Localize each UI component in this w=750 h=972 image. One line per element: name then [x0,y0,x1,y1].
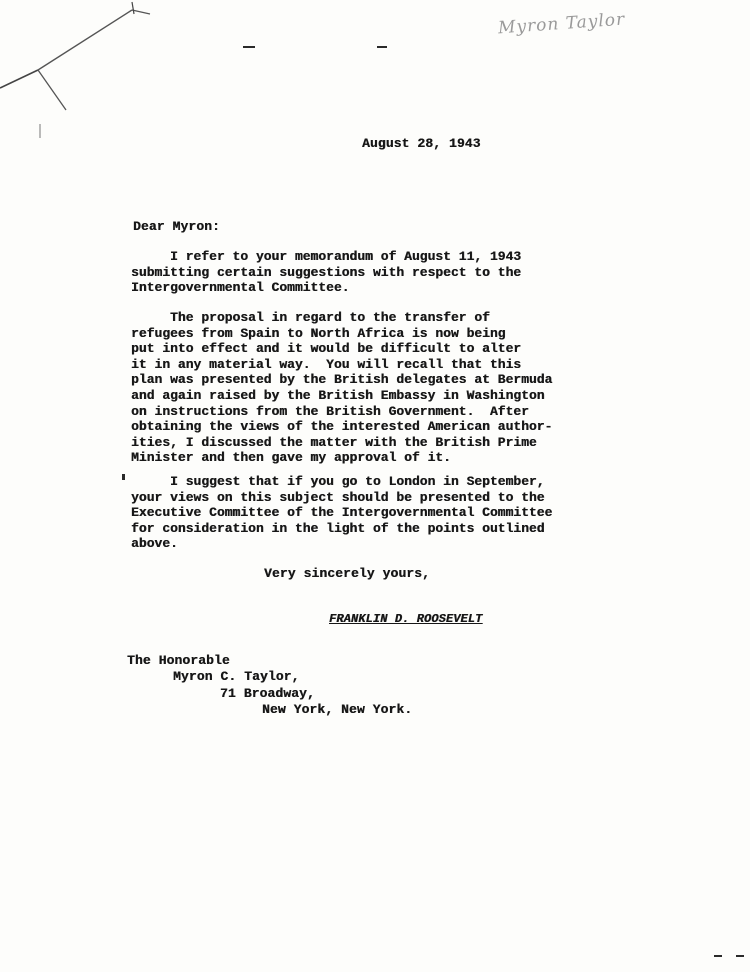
paragraph-line: put into effect and it would be difficult to alter [131,341,522,357]
paragraph-line: Intergovernmental Committee. [131,280,350,296]
letter-paragraph-2 [131,310,552,466]
paragraph-line: and again raised by the British Embassy in Washington [131,387,545,403]
letter-closing: Very sincerely yours, [264,566,430,581]
paragraph-line: on instructions from the British Government. After [131,403,529,419]
letter-paragraph-3 [131,474,552,552]
letter-signature: FRANKLIN D. ROOSEVELT [329,612,483,626]
scan-dash-mark [377,46,387,48]
address-line: The Honorable [127,653,230,668]
address-line: Myron C. Taylor, [173,669,300,684]
paragraph-line: your views on this subject should be presented to the [131,489,545,505]
paragraph-line: obtaining the views of the interested American author- [131,419,553,435]
address-line: New York, New York. [262,702,413,717]
address-line: 71 Broadway, [220,686,315,701]
paragraph-line: I suggest that if you go to London in September, [131,474,545,489]
paragraph-line: ities, I discussed the matter with the British Prime [131,434,537,450]
paragraph-line: I refer to your memorandum of August 11, 1943 [131,249,522,264]
paragraph-line: submitting certain suggestions with respect to the [131,264,522,280]
scan-dash-mark [736,955,744,957]
scan-dash-mark [243,46,255,48]
handwritten-note: Myron Taylor [497,9,626,39]
letter-date: August 28, 1943 [362,136,481,151]
paragraph-line: Minister and then gave my approval of it. [131,450,451,466]
paragraph-line: for consideration in the light of the points outlined [131,520,545,536]
paragraph-line: it in any material way. You will recall that this [131,356,522,372]
letter-salutation: Dear Myron: [133,219,220,234]
scan-dash-mark [714,955,722,957]
paragraph-line: above. [131,536,178,552]
paragraph-line: Executive Committee of the Intergovernmental Committee [131,505,553,521]
paragraph-line: plan was presented by the British delegates at Bermuda [131,372,553,388]
letter-paragraph-1 [131,249,521,296]
paragraph-line: The proposal in regard to the transfer of [131,310,490,325]
scan-dash-mark [122,474,125,480]
corner-fold-mark [0,0,200,150]
paragraph-line: refugees from Spain to North Africa is now being [131,325,506,341]
